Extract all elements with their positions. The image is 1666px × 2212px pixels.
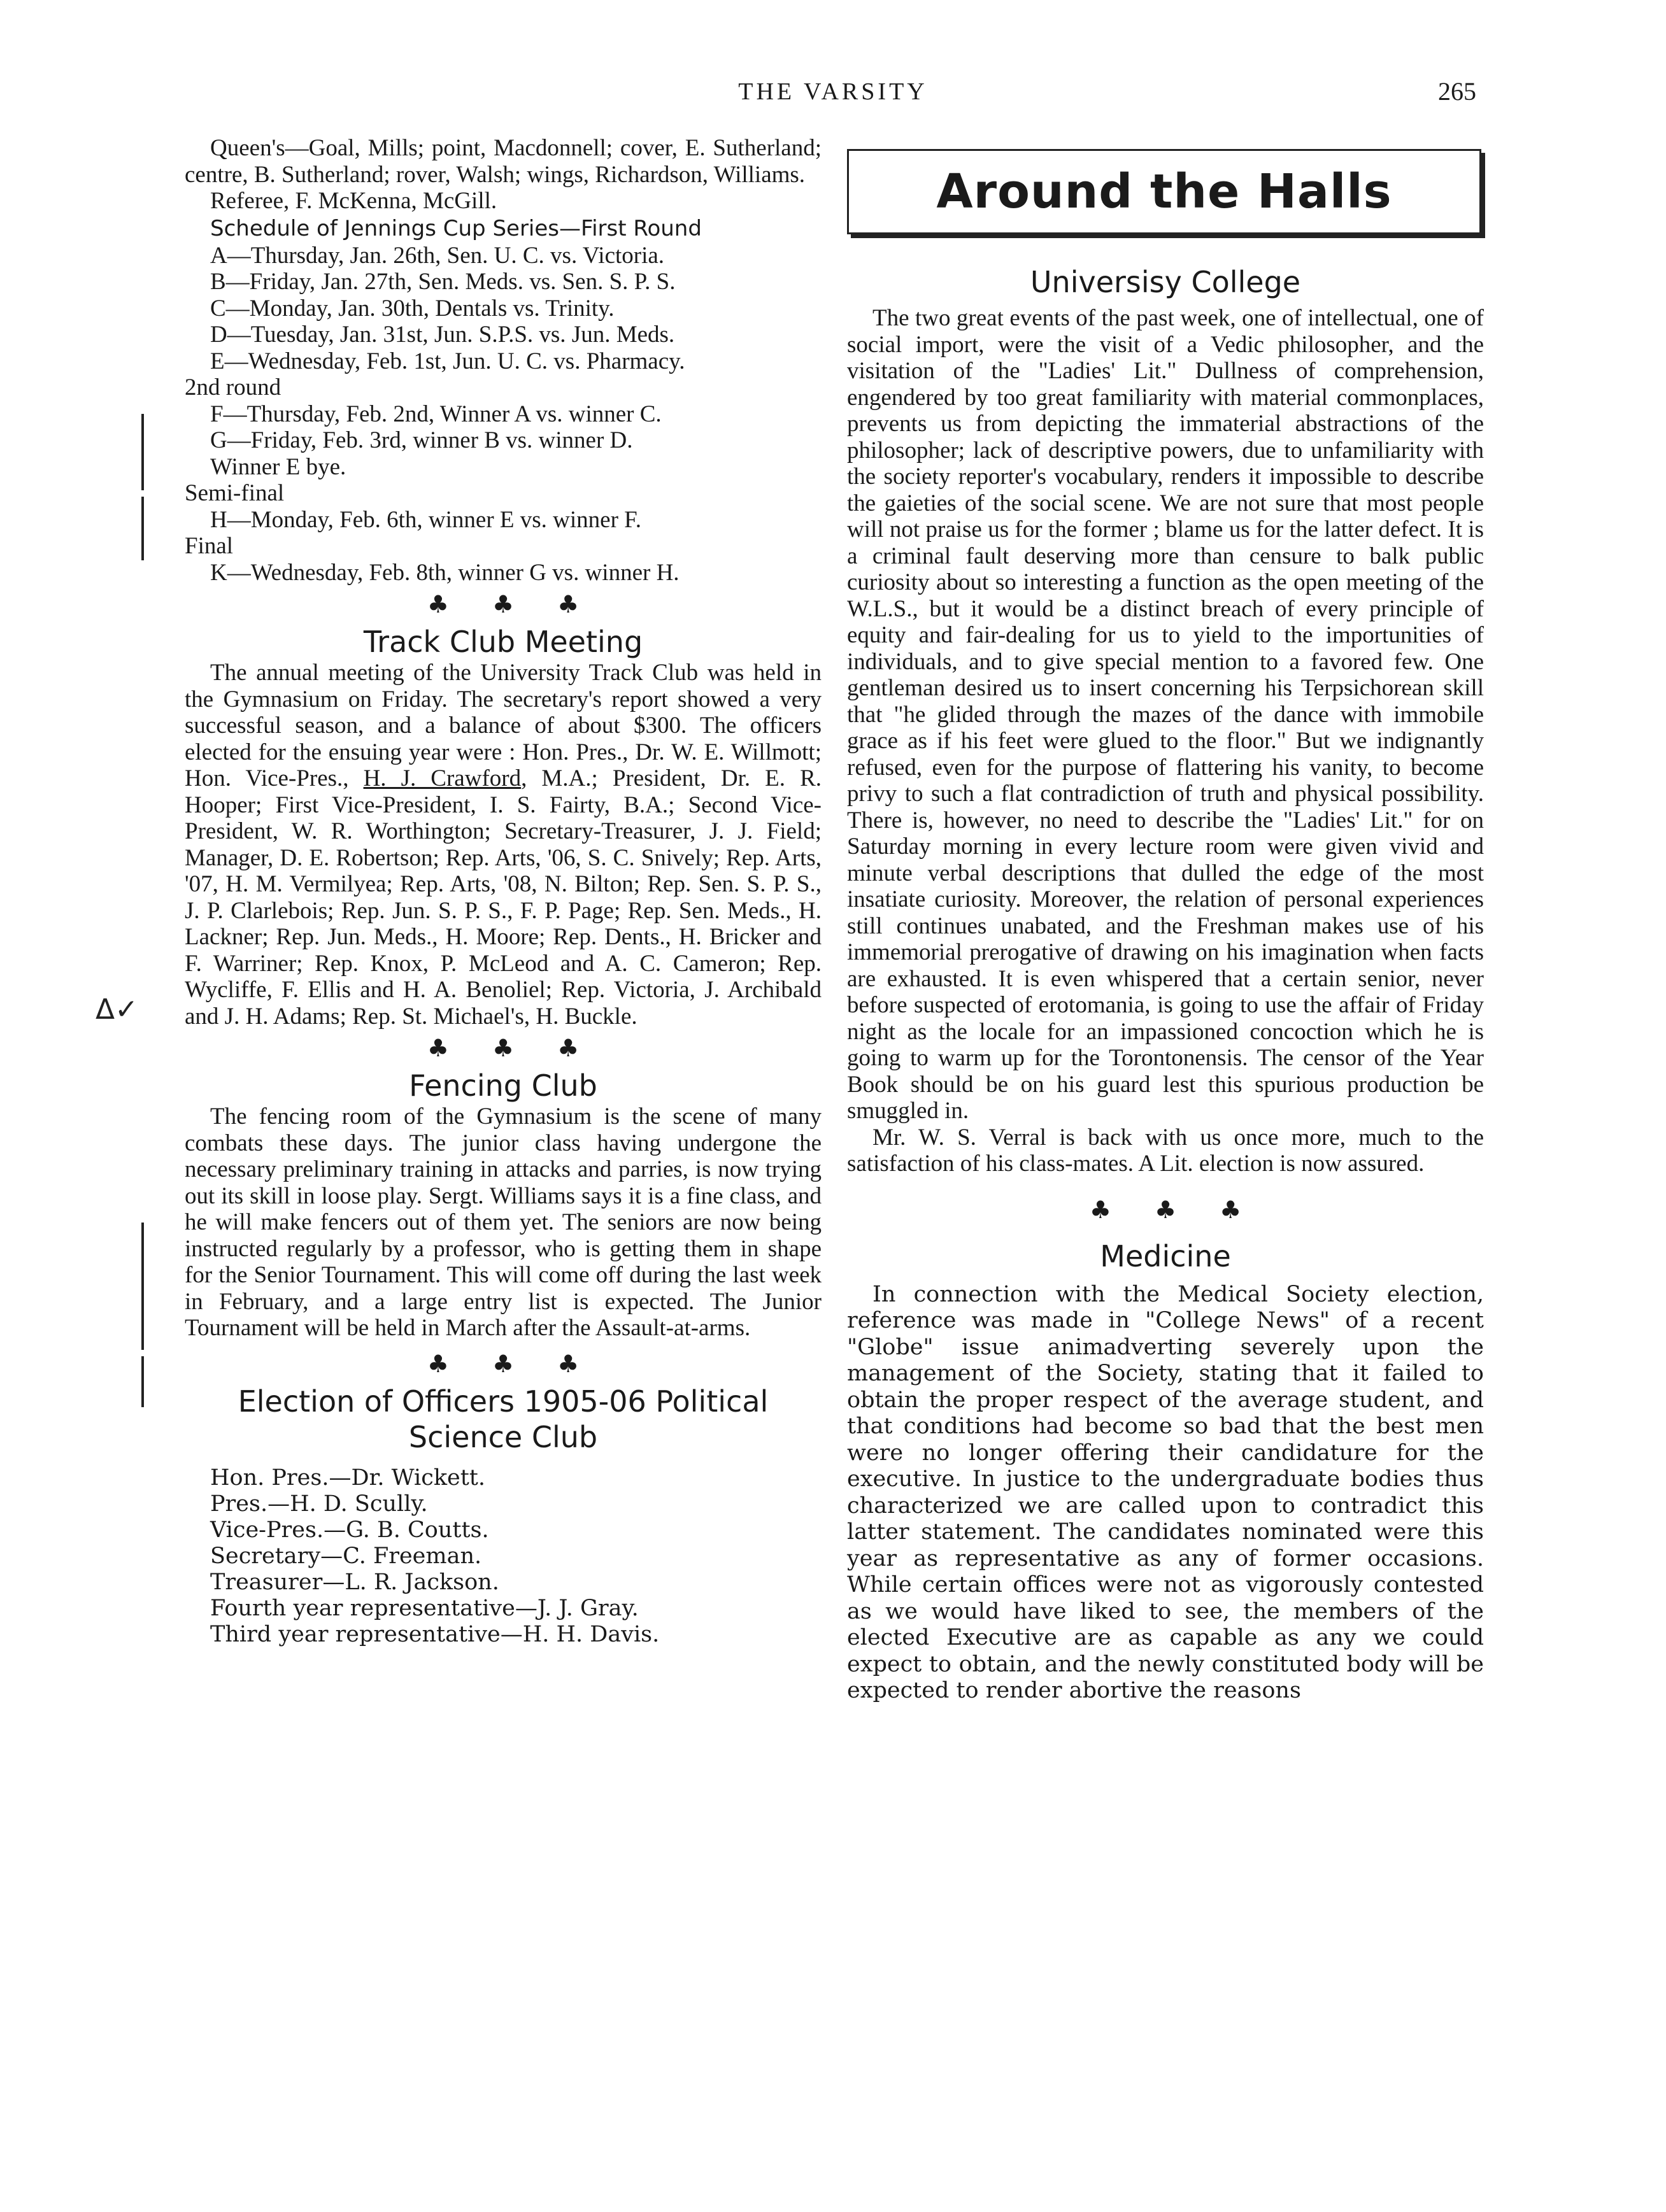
margin-bar-4 <box>141 1356 144 1407</box>
ornament-divider: ♣ ♣ ♣ <box>427 590 597 618</box>
track-body-part-2: , M.A.; President, Dr. E. R. Hooper; First Vice-President, I. S. Fairty, B.A.; Second Vice-President, W. R. Worthington; Secretary-Treasurer, J. J. Field; Manager, D. E. Robertson; Rep. Arts, '06, S. C. Snively; Rep. Arts, '07, H. M. Vermilyea; Rep. Arts, '08, N. Bilton; Rep. Sen. S. P. S., J. P. Clarlebois; Rep. Jun. S. P. S., F. P. Page; Rep. Sen. Meds., H. Lackner; Rep. Jun. Meds., H. Moore; Rep. Dents., H. Bricker and F. Warriner; Rep. Knox, P. McLeod and A. C. Cameron; Rep. Wycliffe, F. Ellis and H. A. Benoliel; Rep. Victoria, J. Archibald and J. H. Adams; Rep. St. Michael's, H. Buckle. <box>185 765 822 1030</box>
page-number: 265 <box>1438 77 1476 106</box>
medicine-body: In connection with the Medical Society election, reference was made in "College News" of a recent "Globe" issue animadverting severely upon the management of the Society, stating that it failed to obtain the proper respect of the average student, and that conditions had become so bad that the best men were no longer offering their candidature for the executive. In justice to the undergraduate bodies thus characterized we are called upon to contradict this latter statement. The candidates nominated were this year as representative as any of former occasions. While certain offices were not as vigorously contested as we would have liked to see, the members of the elected Executive are as capable as any we could expect to obtain, and the newly constituted body will be expected to render abortive the reasons <box>847 1281 1484 1703</box>
medicine-heading: Medicine <box>1100 1238 1231 1273</box>
election-line: Treasurer—L. R. Jackson. <box>210 1569 499 1595</box>
margin-note: Δ✓ <box>96 993 138 1026</box>
track-club-heading: Track Club Meeting <box>363 625 643 659</box>
election-line: Vice-Pres.—G. B. Coutts. <box>210 1517 489 1543</box>
schedule-heading: Schedule of Jennings Cup Series—First Round <box>210 215 702 241</box>
ornament-divider: ♣ ♣ ♣ <box>427 1349 597 1378</box>
queens-lineup: Queen's—Goal, Mills; point, Macdonnell; cover, E. Sutherland; centre, B. Sutherland; rover, Walsh; wings, Richardson, Williams. <box>185 135 822 188</box>
ornament-divider: ♣ ♣ ♣ <box>427 1034 597 1062</box>
election-line: Third year representative—H. H. Davis. <box>210 1621 660 1647</box>
fencing-club-heading: Fencing Club <box>409 1068 597 1103</box>
track-club-body <box>185 660 822 1030</box>
banner-title: Around the Halls <box>936 164 1392 219</box>
left-column <box>185 135 822 1648</box>
schedule-line: K—Wednesday, Feb. 8th, winner G vs. winner H. <box>210 559 680 586</box>
election-heading: Election of Officers 1905-06 Political Science Club <box>238 1384 769 1454</box>
election-line: Hon. Pres.—Dr. Wickett. <box>210 1464 485 1491</box>
final-label: Final <box>185 533 234 559</box>
referee-line: Referee, F. McKenna, McGill. <box>210 188 497 214</box>
schedule-line: B—Friday, Jan. 27th, Sen. Meds. vs. Sen. S. P. S. <box>210 269 676 295</box>
schedule-line: G—Friday, Feb. 3rd, winner B vs. winner D. <box>210 427 633 453</box>
schedule-line: Winner E bye. <box>210 453 346 480</box>
election-line: Fourth year representative—J. J. Gray. <box>210 1595 639 1621</box>
margin-bar-2 <box>141 497 144 560</box>
election-line: Pres.—H. D. Scully. <box>210 1491 428 1517</box>
margin-bar-1 <box>141 414 144 490</box>
schedule-line: A—Thursday, Jan. 26th, Sen. U. C. vs. Victoria. <box>210 242 665 269</box>
university-college-body: The two great events of the past week, one of intellectual, one of social import, were the visit of a Vedic philosopher, and the visitation of the "Ladies' Lit." Dullness of comprehension, engendered by too great familiarity with material commonplaces, prevents us from depicting the immaterial abstractions of the philosopher; lack of descriptive powers, due to unfamiliarity with the society reporter's vocabulary, renders it impossible to describe the gaieties of the social scene. We are not sure that most people will not praise us for the former ; blame us for the latter defect. It is a criminal fault deserving more than censure to balk public curiosity about so interesting a function as the open meeting of the W.L.S., but it would be a distinct breach of every principle of equity and fair-dealing for us to yield to the importunities of individuals, and to give special mention to a favored few. One gentleman desired us to insert concerning his Terpsichorean skill that "he glided through the mazes of the dance with immobile grace as if his feet were glued to the floor." But we indignantly refused, even for the purpose of flattering his vanity, to become privy to such a flat contradiction of truth and physical possibility. There is, however, no need to describe the "Ladies' Lit." for on Saturday morning in every lecture room were given vivid and minute verbal descriptions that dulled the edge of the most insatiate curiosity. Moreover, the relation of personal experiences still continues unabated, and the Freshman makes use of his immemorial prerogative of drawing on his imagination when facts are exhausted. It is even whispered that a certain senior, never before suspected of erotomania, is going to use the affair of Friday night as the locale for an impassioned concoction which he is going to warm up for the Torontonensis. The censor of the Year Book should be on his guard lest this spurious production be smuggled in. <box>847 305 1484 1124</box>
second-round-label: 2nd round <box>185 374 281 401</box>
schedule-line: F—Thursday, Feb. 2nd, Winner A vs. winner C. <box>210 401 662 427</box>
track-body-part-1: The annual meeting of the University Track Club was held in the Gymnasium on Friday. The secretary's report showed a very successful season, and a balance of about $300. The officers elected for the ensuing year were : Hon. Pres., Dr. W. E. Willmott; Hon. Vice-Pres., <box>185 660 822 791</box>
schedule-line: C—Monday, Jan. 30th, Dentals vs. Trinity. <box>210 295 615 322</box>
election-line: Secretary—C. Freeman. <box>210 1543 482 1569</box>
semifinal-label: Semi-final <box>185 480 285 506</box>
schedule-line: E—Wednesday, Feb. 1st, Jun. U. C. vs. Pharmacy. <box>210 348 685 374</box>
election-list <box>185 1465 822 1648</box>
university-college-body-2: Mr. W. S. Verral is back with us once more, much to the satisfaction of his class-mates. A Lit. election is now assured. <box>847 1124 1484 1177</box>
schedule-line: H—Monday, Feb. 6th, winner E vs. winner F. <box>210 506 642 533</box>
ornament-divider: ♣ ♣ ♣ <box>1089 1195 1260 1224</box>
fencing-club-body: The fencing room of the Gymnasium is the scene of many combats these days. The junior class having undergone the necessary preliminary training in attacks and parries, is now trying out its skill in loose play. Sergt. Williams says it is a fine class, and he will make fencers out of them yet. The seniors are now being instructed regularly by a professor, who is getting them in shape for the Senior Tournament. This will come off during the last week in February, and a large entry list is expected. The Junior Tournament will be held in March after the Assault-at-arms. <box>185 1103 822 1341</box>
margin-bar-3 <box>141 1223 144 1350</box>
university-college-heading: Universisy College <box>1030 265 1301 299</box>
underlined-name: H. J. Crawford <box>363 765 522 791</box>
around-the-halls-banner <box>847 149 1481 234</box>
schedule-line: D—Tuesday, Jan. 31st, Jun. S.P.S. vs. Jun. Meds. <box>210 322 675 348</box>
running-title: THE VARSITY <box>738 78 928 105</box>
right-column <box>847 264 1484 1705</box>
